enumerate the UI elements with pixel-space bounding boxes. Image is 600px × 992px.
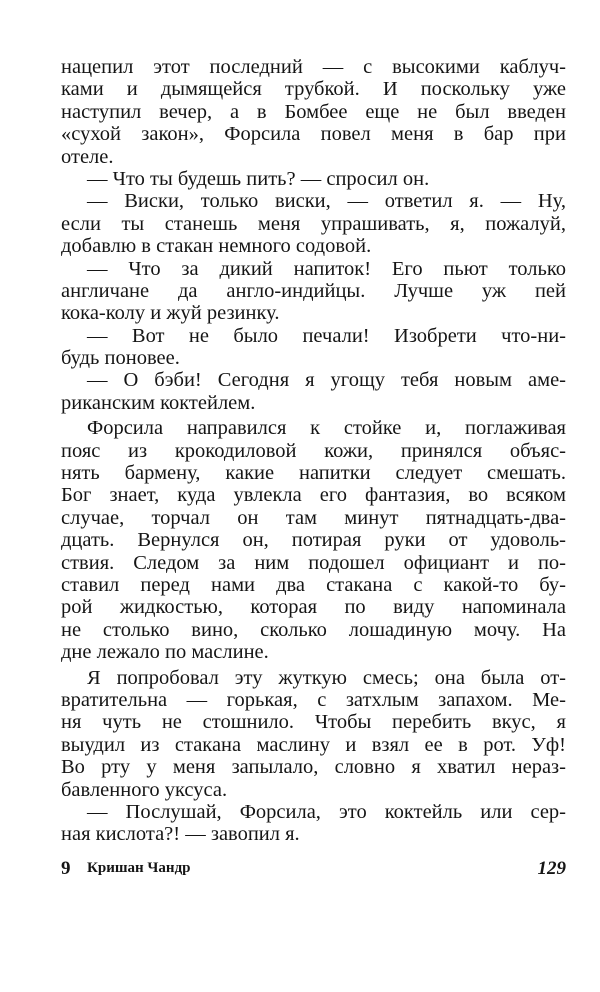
text-line: ная кислота?! — завопил я. xyxy=(61,823,300,846)
text-line: пояс из крокодиловой кожи, принялся объяс- xyxy=(61,439,566,462)
text-line: — Вот не было печали! Изобрети что-ни- xyxy=(87,324,566,347)
text-line: вратительна — горькая, с затхлым запахом. Ме- xyxy=(61,688,566,711)
text-line: Во рту у меня запылало, словно я хватил нераз- xyxy=(61,756,566,779)
footer-author-name: Кришан Чандр xyxy=(87,860,191,876)
text-line: отеле. xyxy=(61,145,114,168)
text-line: Бог знает, куда увлекла его фантазия, во всяком xyxy=(61,484,566,507)
text-line: наступил вечер, а в Бомбее еще не был введен xyxy=(61,100,566,123)
text-line: кока-колу и жуй резинку. xyxy=(61,302,280,325)
text-line: Я попробовал эту жуткую смесь; она была от- xyxy=(87,666,566,689)
text-line: выудил из стакана маслину и взял ее в рот. Уф! xyxy=(61,733,566,756)
text-line: «сухой закон», Форсила повел меня в бар при xyxy=(61,123,566,146)
text-line: Форсила направился к стойке и, поглаживая xyxy=(87,417,566,440)
text-line: бавленного уксуса. xyxy=(61,778,228,801)
page-body-text xyxy=(61,56,566,846)
text-line: нацепил этот последний — с высокими каблуч- xyxy=(61,56,566,78)
text-line: добавлю в стакан немного содовой. xyxy=(61,235,372,258)
text-line: не столько вино, сколько лошадиную мочу. На xyxy=(61,618,566,641)
page-footer xyxy=(61,858,566,882)
printer-signature-mark: 9 xyxy=(61,858,71,879)
text-line: дне лежало по маслине. xyxy=(61,641,269,664)
text-line: — О бэби! Сегодня я угощу тебя новым аме- xyxy=(87,369,566,392)
text-line: англичане да англо-индийцы. Лучше уж пей xyxy=(61,279,566,302)
text-line: будь поновее. xyxy=(61,347,180,370)
text-line: случае, торчал он там минут пятнадцать-два- xyxy=(61,506,566,529)
page-number: 129 xyxy=(537,858,566,879)
text-line: — Послушай, Форсила, это коктейль или сер- xyxy=(87,800,566,823)
text-line: ставил перед нами два стакана с какой-то бу- xyxy=(61,573,566,596)
text-line: ками и дымящейся трубкой. И поскольку уже xyxy=(61,78,566,101)
text-line: нять бармену, какие напитки следует смешать. xyxy=(61,462,566,485)
text-line: риканским коктейлем. xyxy=(61,391,256,414)
text-line: ствия. Следом за ним подошел официант и по- xyxy=(61,551,566,574)
text-line: — Виски, только виски, — ответил я. — Ну, xyxy=(87,190,566,213)
text-line: — Что ты будешь пить? — спросил он. xyxy=(87,167,430,190)
text-line: если ты станешь меня упрашивать, я, пожалуй, xyxy=(61,212,566,235)
text-line: — Что за дикий напиток! Его пьют только xyxy=(87,257,566,280)
text-line: ня чуть не стошнило. Чтобы перебить вкус, я xyxy=(61,711,566,734)
text-line: дцать. Вернулся он, потирая руки от удоволь- xyxy=(61,529,566,552)
text-line: рой жидкостью, которая по виду напоминала xyxy=(61,596,566,619)
